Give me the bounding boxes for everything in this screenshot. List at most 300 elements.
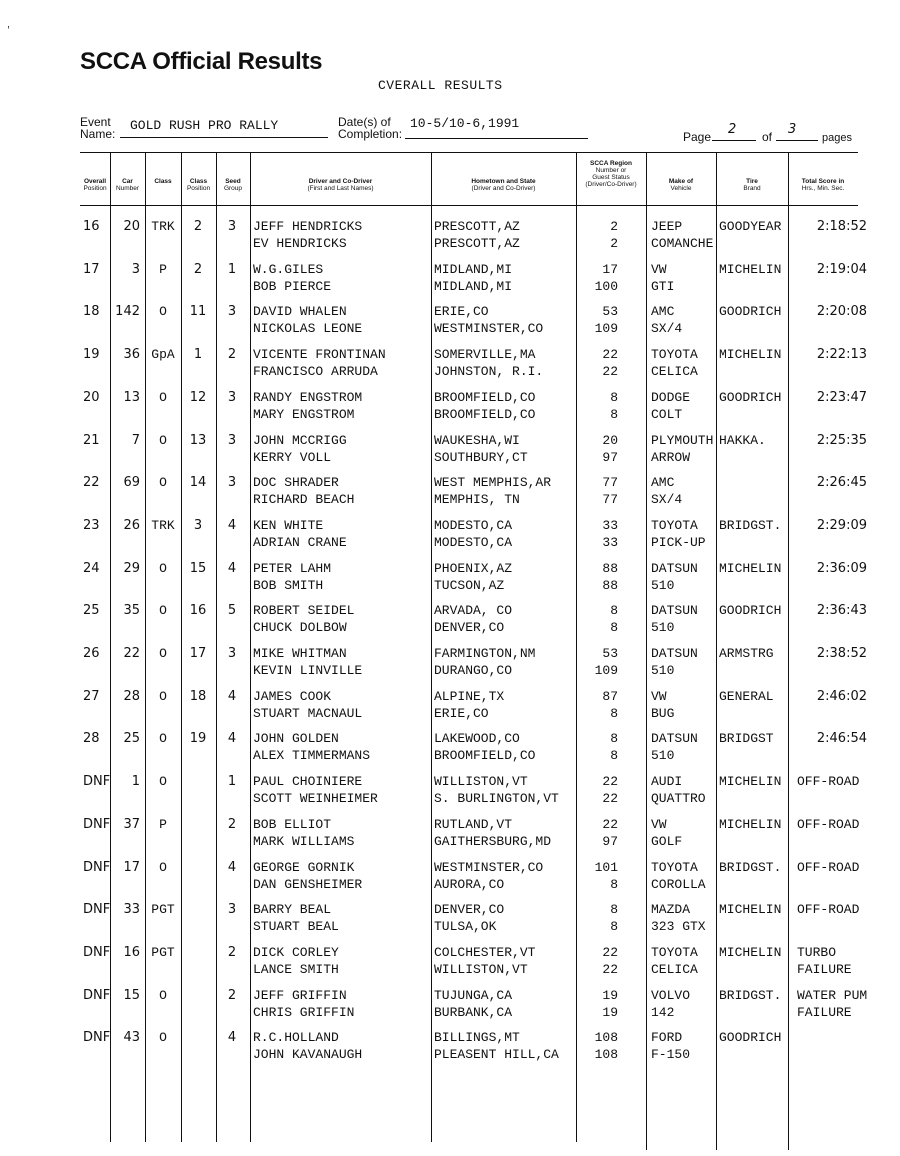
cell-cpos: 2 <box>193 219 203 234</box>
cell-make2: ARROW <box>651 449 691 465</box>
cell-reg2: 8 <box>610 620 618 636</box>
cell-car: 20 <box>123 219 140 234</box>
cell-make2: 510 <box>651 663 675 678</box>
cell-codriver: STUART MACNAUL <box>253 705 363 721</box>
cell-driver: KEN WHITE <box>253 517 324 533</box>
cell-make1: JEEP <box>651 219 683 234</box>
cell-score1: OFF-ROAD <box>797 774 860 790</box>
column-header <box>146 178 180 185</box>
cell-cls: O <box>159 774 167 790</box>
cell-make1: DATSUN <box>651 646 698 661</box>
cell-seed: 3 <box>227 646 237 661</box>
cell-reg1: 53 <box>602 304 618 320</box>
cell-tire: BRIDGST. <box>719 987 782 1003</box>
column-header <box>789 178 857 192</box>
cell-home2: S. BURLINGTON,VT <box>434 791 559 807</box>
cell-reg1: 8 <box>610 603 618 619</box>
cell-codriver: ADRIAN CRANE <box>253 534 347 550</box>
cell-seed: 4 <box>227 517 237 533</box>
cell-car: 1 <box>131 774 140 790</box>
cell-home2: JOHNSTON, R.I. <box>434 364 544 380</box>
cell-reg1: 8 <box>610 902 618 918</box>
cell-make2: BUG <box>651 705 675 721</box>
column-header <box>717 178 787 192</box>
cell-home1: FARMINGTON,NM <box>434 646 536 661</box>
cell-codriver: ALEX TIMMERMANS <box>253 748 371 764</box>
cell-home1: SOMERVILLE,MA <box>434 347 536 363</box>
column-header-line: Make of <box>668 178 694 185</box>
cell-driver: DAVID WHALEN <box>253 304 347 320</box>
column-header-line: Overall <box>83 178 107 185</box>
cell-cls: O <box>159 1030 167 1046</box>
cell-score1: 2:46:02 <box>816 688 867 704</box>
cell-score1: WATER PUM <box>797 987 868 1003</box>
cell-home2: DENVER,CO <box>434 620 505 636</box>
column-divider <box>576 152 577 1142</box>
cell-make2: COROLLA <box>651 876 706 892</box>
cell-car: 69 <box>123 475 140 491</box>
date-value: 10-5/10-6,1991 <box>410 116 520 131</box>
cell-home2: WESTMINSTER,CO <box>434 321 544 337</box>
cell-reg2: 22 <box>602 791 618 807</box>
cell-driver: PETER LAHM <box>253 560 332 576</box>
cell-home2: ERIE,CO <box>434 705 489 721</box>
column-header-line: (Driver and Co-Driver) <box>471 185 536 192</box>
cell-score1: 2:22:13 <box>816 347 867 363</box>
cell-codriver: BOB PIERCE <box>253 278 332 294</box>
cell-home1: BILLINGS,MT <box>434 1030 520 1046</box>
cell-home1: ARVADA, CO <box>434 603 513 619</box>
cell-make1: AMC <box>651 475 675 491</box>
cell-driver: W.G.GILES <box>253 261 324 277</box>
column-header-line: Position <box>186 185 211 192</box>
cell-cpos: 14 <box>189 475 207 491</box>
cell-codriver: KERRY VOLL <box>253 449 332 465</box>
cell-make2: F-150 <box>651 1047 691 1063</box>
cell-make1: TOYOTA <box>651 517 698 533</box>
of-label: of <box>762 130 773 144</box>
cell-cpos: 15 <box>189 560 207 576</box>
column-header <box>182 178 215 192</box>
cell-home2: WILLISTON,VT <box>434 961 528 977</box>
cell-reg2: 109 <box>594 321 618 337</box>
cell-codriver: NICKOLAS LEONE <box>253 321 363 337</box>
cell-codriver: BOB SMITH <box>253 577 324 593</box>
column-header-line: Total Score in <box>801 178 845 185</box>
cell-home1: WILLISTON,VT <box>434 774 528 790</box>
cell-make2: 510 <box>651 748 675 764</box>
cell-make1: MAZDA <box>651 902 691 918</box>
cell-make1: TOYOTA <box>651 347 698 363</box>
cell-home1: COLCHESTER,VT <box>434 944 536 960</box>
cell-cls: GpA <box>151 347 175 363</box>
cell-pos: 16 <box>83 219 100 234</box>
cell-tire: MICHELIN <box>719 560 782 576</box>
cell-car: 15 <box>123 987 140 1003</box>
cell-make2: 142 <box>651 1004 675 1020</box>
column-divider <box>181 152 182 1142</box>
cell-car: 13 <box>123 389 140 405</box>
cell-driver: JEFF HENDRICKS <box>253 219 363 234</box>
cell-make2: GTI <box>651 278 675 294</box>
cell-reg1: 101 <box>594 859 618 875</box>
cell-pos: 22 <box>83 475 100 491</box>
cell-reg1: 88 <box>602 560 618 576</box>
column-divider <box>431 152 432 1142</box>
cell-cls: O <box>159 688 167 704</box>
column-header-line: Class <box>189 178 208 185</box>
cell-car: 37 <box>123 816 140 832</box>
cell-score1: OFF-ROAD <box>797 902 860 918</box>
cell-reg1: 87 <box>602 688 618 704</box>
event-name-underline <box>120 137 328 138</box>
scan-specks: ' <box>6 26 11 35</box>
cell-cls: O <box>159 603 167 619</box>
column-divider <box>250 152 251 1142</box>
cell-codriver: FRANCISCO ARRUDA <box>253 364 378 380</box>
cell-seed: 3 <box>227 475 237 491</box>
cell-tire: GOODRICH <box>719 603 782 619</box>
cell-make1: VOLVO <box>651 987 691 1003</box>
cell-reg2: 100 <box>594 278 618 294</box>
cell-home2: MODESTO,CA <box>434 534 513 550</box>
cell-make1: VW <box>651 816 667 832</box>
cell-make2: CELICA <box>651 961 698 977</box>
cell-tire: MICHELIN <box>719 261 782 277</box>
cell-cpos: 19 <box>189 731 207 747</box>
cell-cls: O <box>159 432 167 448</box>
cell-home2: TULSA,OK <box>434 919 497 935</box>
cell-reg1: 77 <box>602 475 618 491</box>
column-header-line: Brand <box>743 185 761 192</box>
cell-reg1: 53 <box>602 646 618 661</box>
page-number-underline <box>712 140 756 141</box>
cell-home1: LAKEWOOD,CO <box>434 731 520 747</box>
cell-make1: DATSUN <box>651 731 698 747</box>
cell-reg2: 33 <box>602 534 618 550</box>
cell-cls: TRK <box>151 219 175 234</box>
cell-codriver: CHUCK DOLBOW <box>253 620 347 636</box>
cell-tire: BRIDGST <box>719 731 774 747</box>
cell-make2: PICK-UP <box>651 534 706 550</box>
cell-score1: TURBO <box>797 944 837 960</box>
cell-make2: GOLF <box>651 833 683 849</box>
cell-car: 28 <box>123 688 140 704</box>
column-header-line: Driver and Co-Driver <box>308 178 373 185</box>
cell-reg1: 8 <box>610 389 618 405</box>
cell-reg2: 108 <box>594 1047 618 1063</box>
cell-home2: BURBANK,CA <box>434 1004 513 1020</box>
event-label-line2: Name: <box>80 127 116 141</box>
cell-cls: PGT <box>151 944 175 960</box>
cell-home1: MODESTO,CA <box>434 517 513 533</box>
cell-driver: VICENTE FRONTINAN <box>253 347 386 363</box>
cell-make1: VW <box>651 688 667 704</box>
column-header <box>647 178 715 192</box>
column-header <box>251 178 430 192</box>
cell-tire: GOODRICH <box>719 389 782 405</box>
column-header <box>432 178 575 192</box>
cell-home1: WEST MEMPHIS,AR <box>434 475 552 491</box>
cell-make2: 510 <box>651 620 675 636</box>
cell-home1: PHOENIX,AZ <box>434 560 513 576</box>
cell-car: 33 <box>123 902 140 918</box>
cell-tire: GENERAL <box>719 688 774 704</box>
cell-car: 7 <box>131 432 140 448</box>
cell-home2: AURORA,CO <box>434 876 505 892</box>
cell-reg2: 109 <box>594 663 618 678</box>
cell-reg1: 22 <box>602 944 618 960</box>
cell-make2: COMANCHE <box>651 236 714 251</box>
table-top-rule <box>80 152 858 153</box>
cell-codriver: MARY ENGSTROM <box>253 406 355 422</box>
cell-cls: O <box>159 987 167 1003</box>
cell-reg2: 97 <box>602 449 618 465</box>
column-header-line: Car <box>122 178 133 185</box>
page-total-underline <box>776 140 818 141</box>
cell-cls: O <box>159 731 167 747</box>
cell-make2: 510 <box>651 577 675 593</box>
cell-reg2: 8 <box>610 919 618 935</box>
cell-pos: 23 <box>83 517 100 533</box>
column-header <box>81 178 109 192</box>
column-header-line: Tire <box>746 178 758 185</box>
cell-score1: 2:25:35 <box>816 432 867 448</box>
cell-score2: FAILURE <box>797 1004 852 1020</box>
cell-cpos: 13 <box>189 432 207 448</box>
cell-cls: P <box>159 261 167 277</box>
cell-home2: GAITHERSBURG,MD <box>434 833 552 849</box>
cell-codriver: SCOTT WEINHEIMER <box>253 791 378 807</box>
cell-home2: PLEASENT HILL,CA <box>434 1047 559 1063</box>
column-header-line: Seed <box>225 178 241 185</box>
cell-tire: BRIDGST. <box>719 517 782 533</box>
page-total: 3 <box>788 122 797 137</box>
cell-home2: BROOMFIELD,CO <box>434 406 536 422</box>
cell-car: 36 <box>123 347 140 363</box>
cell-reg1: 19 <box>602 987 618 1003</box>
cell-home2: SOUTHBURY,CT <box>434 449 528 465</box>
cell-seed: 4 <box>227 859 237 875</box>
cell-codriver: JOHN KAVANAUGH <box>253 1047 363 1063</box>
cell-score1: 2:36:09 <box>816 560 867 576</box>
cell-cpos: 2 <box>193 261 203 277</box>
column-header-line: Guest Status <box>592 174 630 181</box>
cell-reg2: 8 <box>610 705 618 721</box>
cell-make1: VW <box>651 261 667 277</box>
pages-label: pages <box>822 132 852 144</box>
cell-seed: 2 <box>227 816 237 832</box>
cell-make2: QUATTRO <box>651 791 706 807</box>
cell-pos: 17 <box>83 261 100 277</box>
column-header-line: Hrs., Min. Sec. <box>801 185 845 192</box>
cell-car: 17 <box>123 859 140 875</box>
cell-driver: JEFF GRIFFIN <box>253 987 347 1003</box>
cell-make2: SX/4 <box>651 321 683 337</box>
cell-make1: AUDI <box>651 774 683 790</box>
cell-codriver: MARK WILLIAMS <box>253 833 355 849</box>
cell-home2: DURANGO,CO <box>434 663 513 678</box>
cell-seed: 3 <box>227 219 237 234</box>
cell-seed: 3 <box>227 432 237 448</box>
cell-reg2: 22 <box>602 961 618 977</box>
cell-score1: OFF-ROAD <box>797 859 860 875</box>
cell-reg1: 108 <box>594 1030 618 1046</box>
cell-pos: 20 <box>83 389 100 405</box>
cell-tire: MICHELIN <box>719 347 782 363</box>
cell-cpos: 16 <box>189 603 207 619</box>
cell-cls: O <box>159 560 167 576</box>
cell-driver: PAUL CHOINIERE <box>253 774 363 790</box>
cell-codriver: LANCE SMITH <box>253 961 339 977</box>
cell-cpos: 12 <box>189 389 207 405</box>
cell-make1: FORD <box>651 1030 683 1046</box>
cell-home1: ALPINE,TX <box>434 688 505 704</box>
cell-pos: DNF <box>83 987 111 1003</box>
column-header-line: Vehicle <box>670 185 692 192</box>
cell-seed: 2 <box>227 944 237 960</box>
cell-codriver: STUART BEAL <box>253 919 339 935</box>
cell-score1: 2:29:09 <box>816 517 867 533</box>
cell-tire: GOODYEAR <box>719 219 782 234</box>
cell-home1: BROOMFIELD,CO <box>434 389 536 405</box>
date-label-line2: Completion: <box>338 127 403 141</box>
cell-pos: 19 <box>83 347 100 363</box>
cell-pos: 21 <box>83 432 100 448</box>
cell-tire: GOODRICH <box>719 304 782 320</box>
cell-make1: DATSUN <box>651 603 698 619</box>
cell-score1: 2:38:52 <box>816 646 867 661</box>
cell-seed: 2 <box>227 347 237 363</box>
cell-seed: 3 <box>227 304 237 320</box>
cell-cpos: 17 <box>189 646 207 661</box>
cell-cls: O <box>159 646 167 661</box>
cell-score1: OFF-ROAD <box>797 816 860 832</box>
column-header-line: Number <box>115 185 140 192</box>
cell-reg2: 77 <box>602 492 618 508</box>
cell-car: 26 <box>123 517 140 533</box>
cell-make1: AMC <box>651 304 675 320</box>
cell-reg1: 8 <box>610 731 618 747</box>
cell-reg2: 22 <box>602 364 618 380</box>
date-underline <box>405 138 588 139</box>
cell-codriver: KEVIN LINVILLE <box>253 663 363 678</box>
cell-home1: WESTMINSTER,CO <box>434 859 544 875</box>
cell-cls: O <box>159 389 167 405</box>
cell-home2: MIDLAND,MI <box>434 278 513 294</box>
cell-make1: DODGE <box>651 389 691 405</box>
cell-seed: 3 <box>227 902 237 918</box>
cell-driver: BARRY BEAL <box>253 902 332 918</box>
cell-make1: PLYMOUTH <box>651 432 714 448</box>
cell-seed: 4 <box>227 688 237 704</box>
cell-score1: 2:20:08 <box>816 304 867 320</box>
cell-home2: MEMPHIS, TN <box>434 492 520 508</box>
cell-driver: DICK CORLEY <box>253 944 339 960</box>
cell-codriver: DAN GENSHEIMER <box>253 876 363 892</box>
cell-cls: PGT <box>151 902 175 918</box>
cell-seed: 5 <box>227 603 237 619</box>
cell-home1: MIDLAND,MI <box>434 261 513 277</box>
cell-reg2: 8 <box>610 748 618 764</box>
cell-driver: JOHN GOLDEN <box>253 731 339 747</box>
cell-codriver: RICHARD BEACH <box>253 492 355 508</box>
cell-cls: O <box>159 475 167 491</box>
column-divider <box>216 152 217 1142</box>
cell-car: 29 <box>123 560 140 576</box>
cell-reg2: 88 <box>602 577 618 593</box>
cell-make2: CELICA <box>651 364 698 380</box>
document-subtitle: CVERALL RESULTS <box>378 78 503 93</box>
cell-cls: O <box>159 304 167 320</box>
cell-seed: 4 <box>227 560 237 576</box>
cell-car: 16 <box>123 944 140 960</box>
cell-home2: TUCSON,AZ <box>434 577 505 593</box>
cell-codriver: EV HENDRICKS <box>253 236 347 251</box>
cell-driver: JOHN MCCRIGG <box>253 432 347 448</box>
cell-cls: O <box>159 859 167 875</box>
cell-make1: DATSUN <box>651 560 698 576</box>
cell-score1: 2:23:47 <box>816 389 867 405</box>
cell-make1: TOYOTA <box>651 859 698 875</box>
document-title: SCCA Official Results <box>80 48 323 75</box>
cell-pos: DNF <box>83 774 111 790</box>
cell-score2: FAILURE <box>797 961 852 977</box>
cell-car: 35 <box>123 603 140 619</box>
cell-reg1: 22 <box>602 816 618 832</box>
column-header-line: Number or <box>595 167 627 174</box>
cell-home1: DENVER,CO <box>434 902 505 918</box>
cell-score1: 2:19:04 <box>816 261 867 277</box>
date-label-line1: Date(s) of <box>338 115 391 129</box>
cell-seed: 2 <box>227 987 237 1003</box>
cell-tire: MICHELIN <box>719 944 782 960</box>
cell-home2: PRESCOTT,AZ <box>434 236 520 251</box>
cell-pos: DNF <box>83 859 111 875</box>
cell-pos: 24 <box>83 560 100 576</box>
cell-cpos: 18 <box>189 688 207 704</box>
cell-pos: 26 <box>83 646 100 661</box>
cell-driver: JAMES COOK <box>253 688 332 704</box>
cell-seed: 1 <box>227 774 237 790</box>
column-header-line: Position <box>83 185 107 192</box>
cell-seed: 1 <box>227 261 237 277</box>
cell-score1: 2:18:52 <box>816 219 867 234</box>
cell-pos: 18 <box>83 304 100 320</box>
cell-codriver: CHRIS GRIFFIN <box>253 1004 355 1020</box>
cell-tire: MICHELIN <box>719 774 782 790</box>
cell-car: 142 <box>115 304 140 320</box>
cell-reg1: 20 <box>602 432 618 448</box>
cell-tire: HAKKA. <box>719 432 766 448</box>
cell-tire: BRIDGST. <box>719 859 782 875</box>
cell-pos: DNF <box>83 944 111 960</box>
event-label-line1: Event <box>80 115 111 129</box>
cell-tire: ARMSTRG <box>719 646 774 661</box>
column-header <box>217 178 249 192</box>
cell-car: 3 <box>131 261 140 277</box>
cell-tire: GOODRICH <box>719 1030 782 1046</box>
cell-car: 43 <box>123 1030 140 1046</box>
column-header-line: (Driver/Co-Driver) <box>585 181 637 188</box>
cell-home1: WAUKESHA,WI <box>434 432 520 448</box>
cell-reg1: 17 <box>602 261 618 277</box>
cell-make2: 323 GTX <box>651 919 706 935</box>
cell-reg2: 2 <box>610 236 618 251</box>
cell-home1: RUTLAND,VT <box>434 816 513 832</box>
page-label: Page <box>683 130 712 144</box>
cell-pos: 25 <box>83 603 100 619</box>
